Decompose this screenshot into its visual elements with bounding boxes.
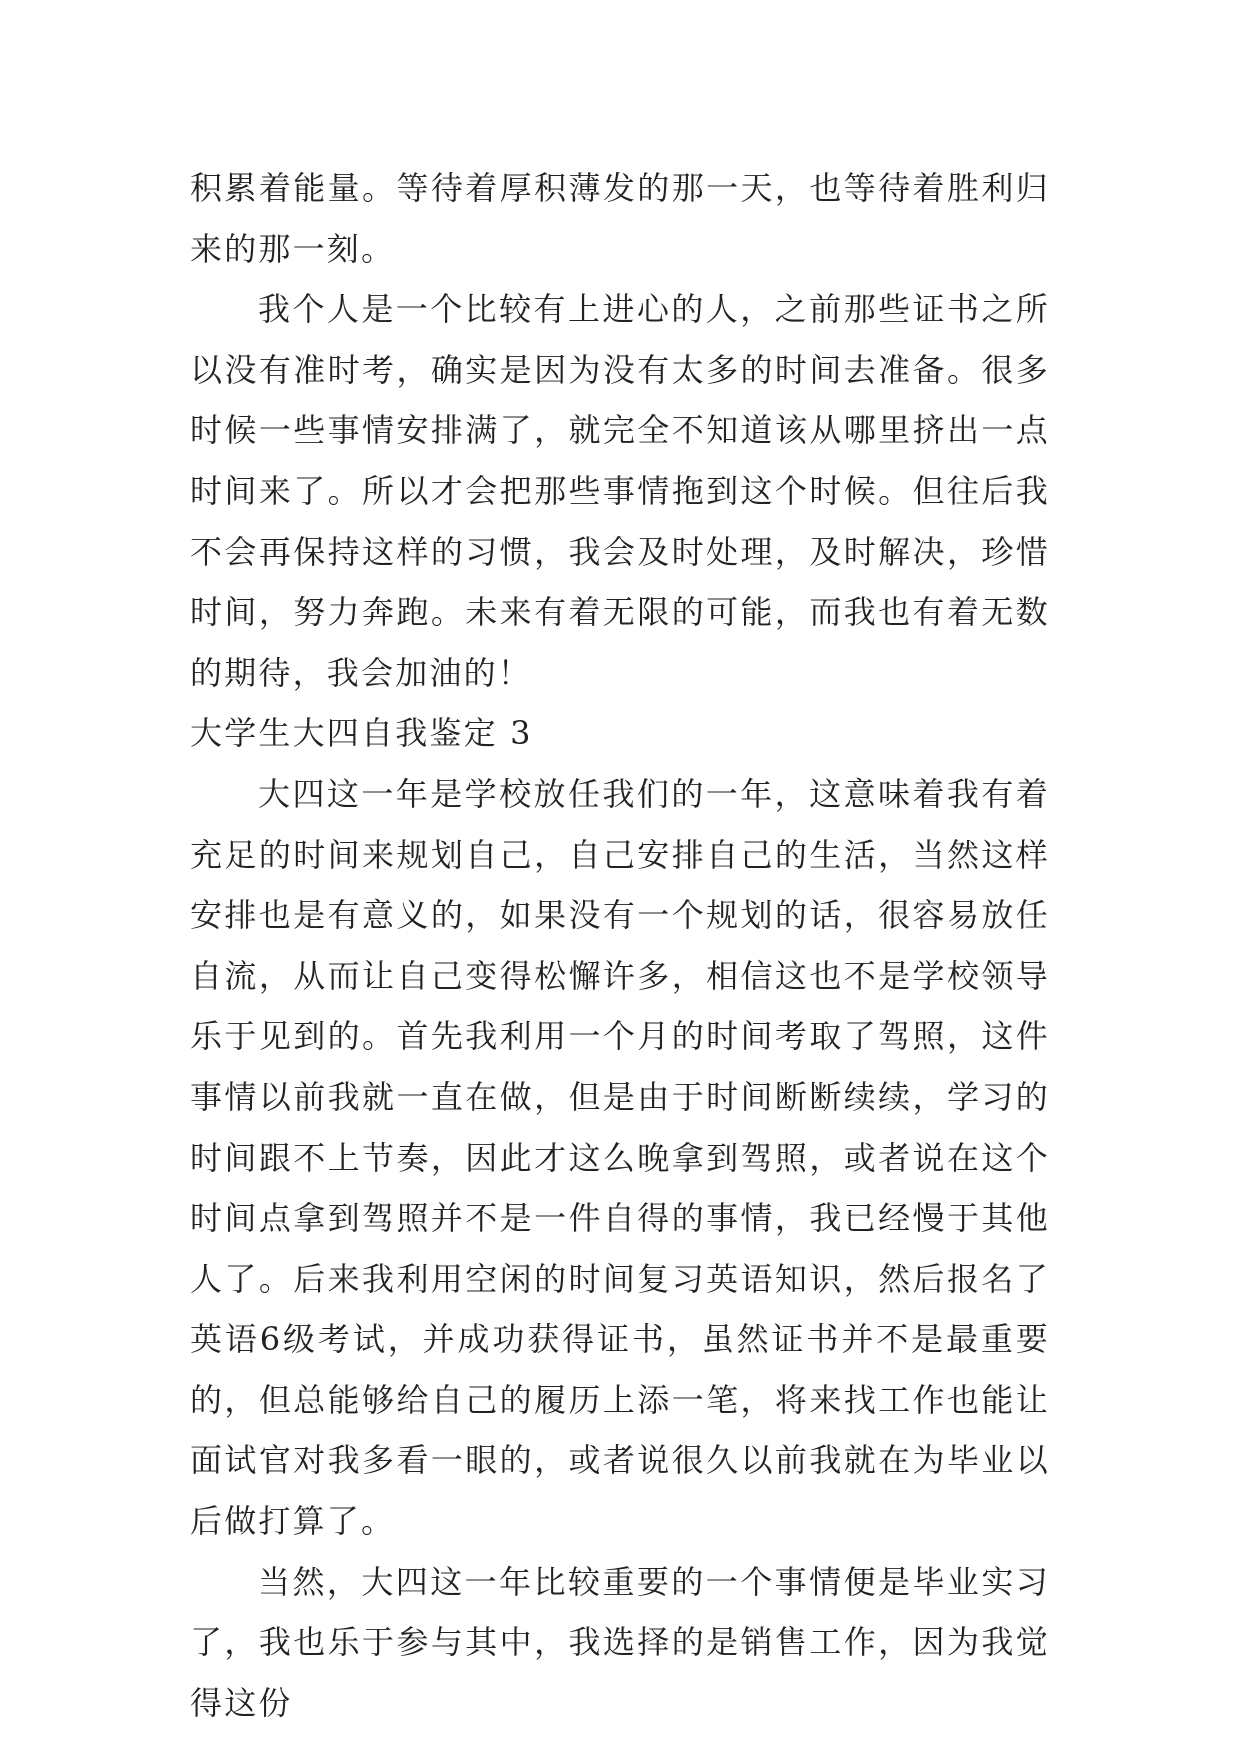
document-body [190, 158, 1050, 1733]
section-title: 大学生大四自我鉴定 3 [190, 714, 533, 753]
paragraph-senior-year-plan: 大四这一年是学校放任我们的一年，这意味着我有着充足的时间来规划自己，自己安排自己的生活，当然这样安排也是有意义的，如果没有一个规划的话，很容易放任自流，从而让自己变得松懈许多，相信这也不是学校领导乐于见到的。首先我利用一个月的时间考取了驾照，这件事情以前我就一直在做，但是由于时间断断续续，学习的时间跟不上节奏，因此才这么晚拿到驾照，或者说在这个时间点拿到驾照并不是一件自得的事情，我已经慢于其他人了。后来我利用空闲的时间复习英语知识，然后报名了英语6级考试，并成功获得证书，虽然证书并不是最重要的，但总能够给自己的履历上添一笔，将来找工作也能让面试官对我多看一眼的，或者说很久以前我就在为毕业以后做打算了。 [190, 774, 1050, 1541]
paragraph-personal-motivation: 我个人是一个比较有上进心的人，之前那些证书之所以没有准时考，确实是因为没有太多的时间去准备。很多时候一些事情安排满了，就完全不知道该从哪里挤出一点时间来了。所以才会把那些事情拖到这个时候。但往后我不会再保持这样的习惯，我会及时处理，及时解决，珍惜时间，努力奔跑。未来有着无限的可能，而我也有着无数的期待，我会加油的！ [190, 290, 1050, 692]
paragraph-continuation: 积累着能量。等待着厚积薄发的那一天，也等待着胜利归来的那一刻。 [190, 169, 1050, 268]
paragraph-internship: 当然，大四这一年比较重要的一个事情便是毕业实习了，我也乐于参与其中，我选择的是销售工作，因为我觉得这份 [190, 1562, 1050, 1722]
